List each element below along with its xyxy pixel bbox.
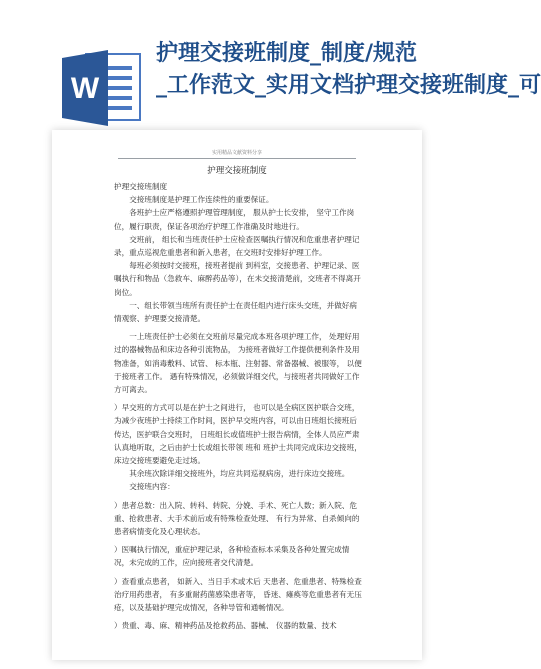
banner-title [156,38,541,102]
document-paragraph: ）医嘱执行情况，重症护理记录，各种检查标本采集及各种处置完成情况，未完成的工作，应向接班者交代清楚。 [114,545,350,568]
word-logo [58,44,144,130]
document-paragraph: 交班前， 组长和当班责任护士应检查医嘱执行情况和危重患者护理记录，重点巡视危重患者和新入患者，在交班时安排好护理工作。 [114,234,360,258]
banner-title-line-1: 护理交接班制度_制度/规范 [156,41,418,66]
document-title: 护理交接班制度 [207,166,267,176]
document-paragraph: 交接班内容： [129,482,175,492]
document-paragraph: ）患者总数：出入院、转科、转院、分娩、手术、死亡人数；新入院、危重、抢救患者、大手术前后或有特殊检查处理、 有行为异常、自杀倾向的患者病情变化及心理状态。 [114,500,360,537]
document-paragraph: 一、组长带领当班所有责任护士在责任组内进行床头交班，并做好病情观察、护理要交接清楚。 [114,300,357,324]
document-paragraph: ）查看重点患者， 如新入、当日手术或术后 天患者、危重患者、特殊检查治疗用药患者， 有多重耐药菌感染患者等， 昏迷、瘫痪等危重患者有无压疮，以及基础护理完成情况，各种导管和通畅情况。 [114,576,362,613]
document-paragraph: 护理交接班制度 [114,182,168,191]
document-paragraph: ）早交班的方式可以是在护士之间进行， 也可以是全病区医护联合交班，为减少夜班护士持续工作时间，医护早交班内容，可以由日班组长接班后传达，医护联合交班时， 日班组长或值班护士报告病情，全体人员应严肃认真地听取，之后由护士长或组长带领 班和 班护士共同完成床边交接班，床边交接班要避免走过场。 [114,403,362,466]
banner-title-line-2: _工作范文_实用文档护理交接班制度_可 [156,73,541,98]
document-paragraph: ）贵重、毒、麻、精神药品及抢救药品、器械、 仪器的数量、技术 [114,621,337,631]
word-document-icon [58,44,144,130]
document-header: 实用精品文献资料分享 [118,149,356,159]
svg-text:W: W [70,72,100,105]
document-paragraph: 各班护士应严格遵照护理管理制度， 服从护士长安排， 坚守工作岗位，履行职责，保证各项治疗护理工作准确及时地进行。 [114,208,355,231]
document-paragraph: 一上班责任护士必须在交班前尽量完成本班各项护理工作， 处理好用过的器械物品和床边各种引流物品， 为接班者做好工作提供便利条件及用物准备，如消毒敷料、试管、 标本瓶、注射器、常备器械、被服等， 以便于接班者工作。 遇有特殊情况，必须做详细交代，与接班者共同做好工作方可离去。 [114,332,362,395]
document-paragraph: 交接班制度是护理工作连续性的重要保证。 [129,195,274,205]
document-body [114,180,364,633]
document-page [52,130,422,660]
document-paragraph: 其余班次除详细交接班外，均应共同巡视病房，进行床边交接班。 [129,469,350,479]
document-paragraph: 每班必须按时交接班，接班者提前 到科室，交接患者、护理记录、医嘱执行和物品（急救车、麻醉药品等），在未交接清楚前，交班者不得离开岗位。 [114,261,361,297]
